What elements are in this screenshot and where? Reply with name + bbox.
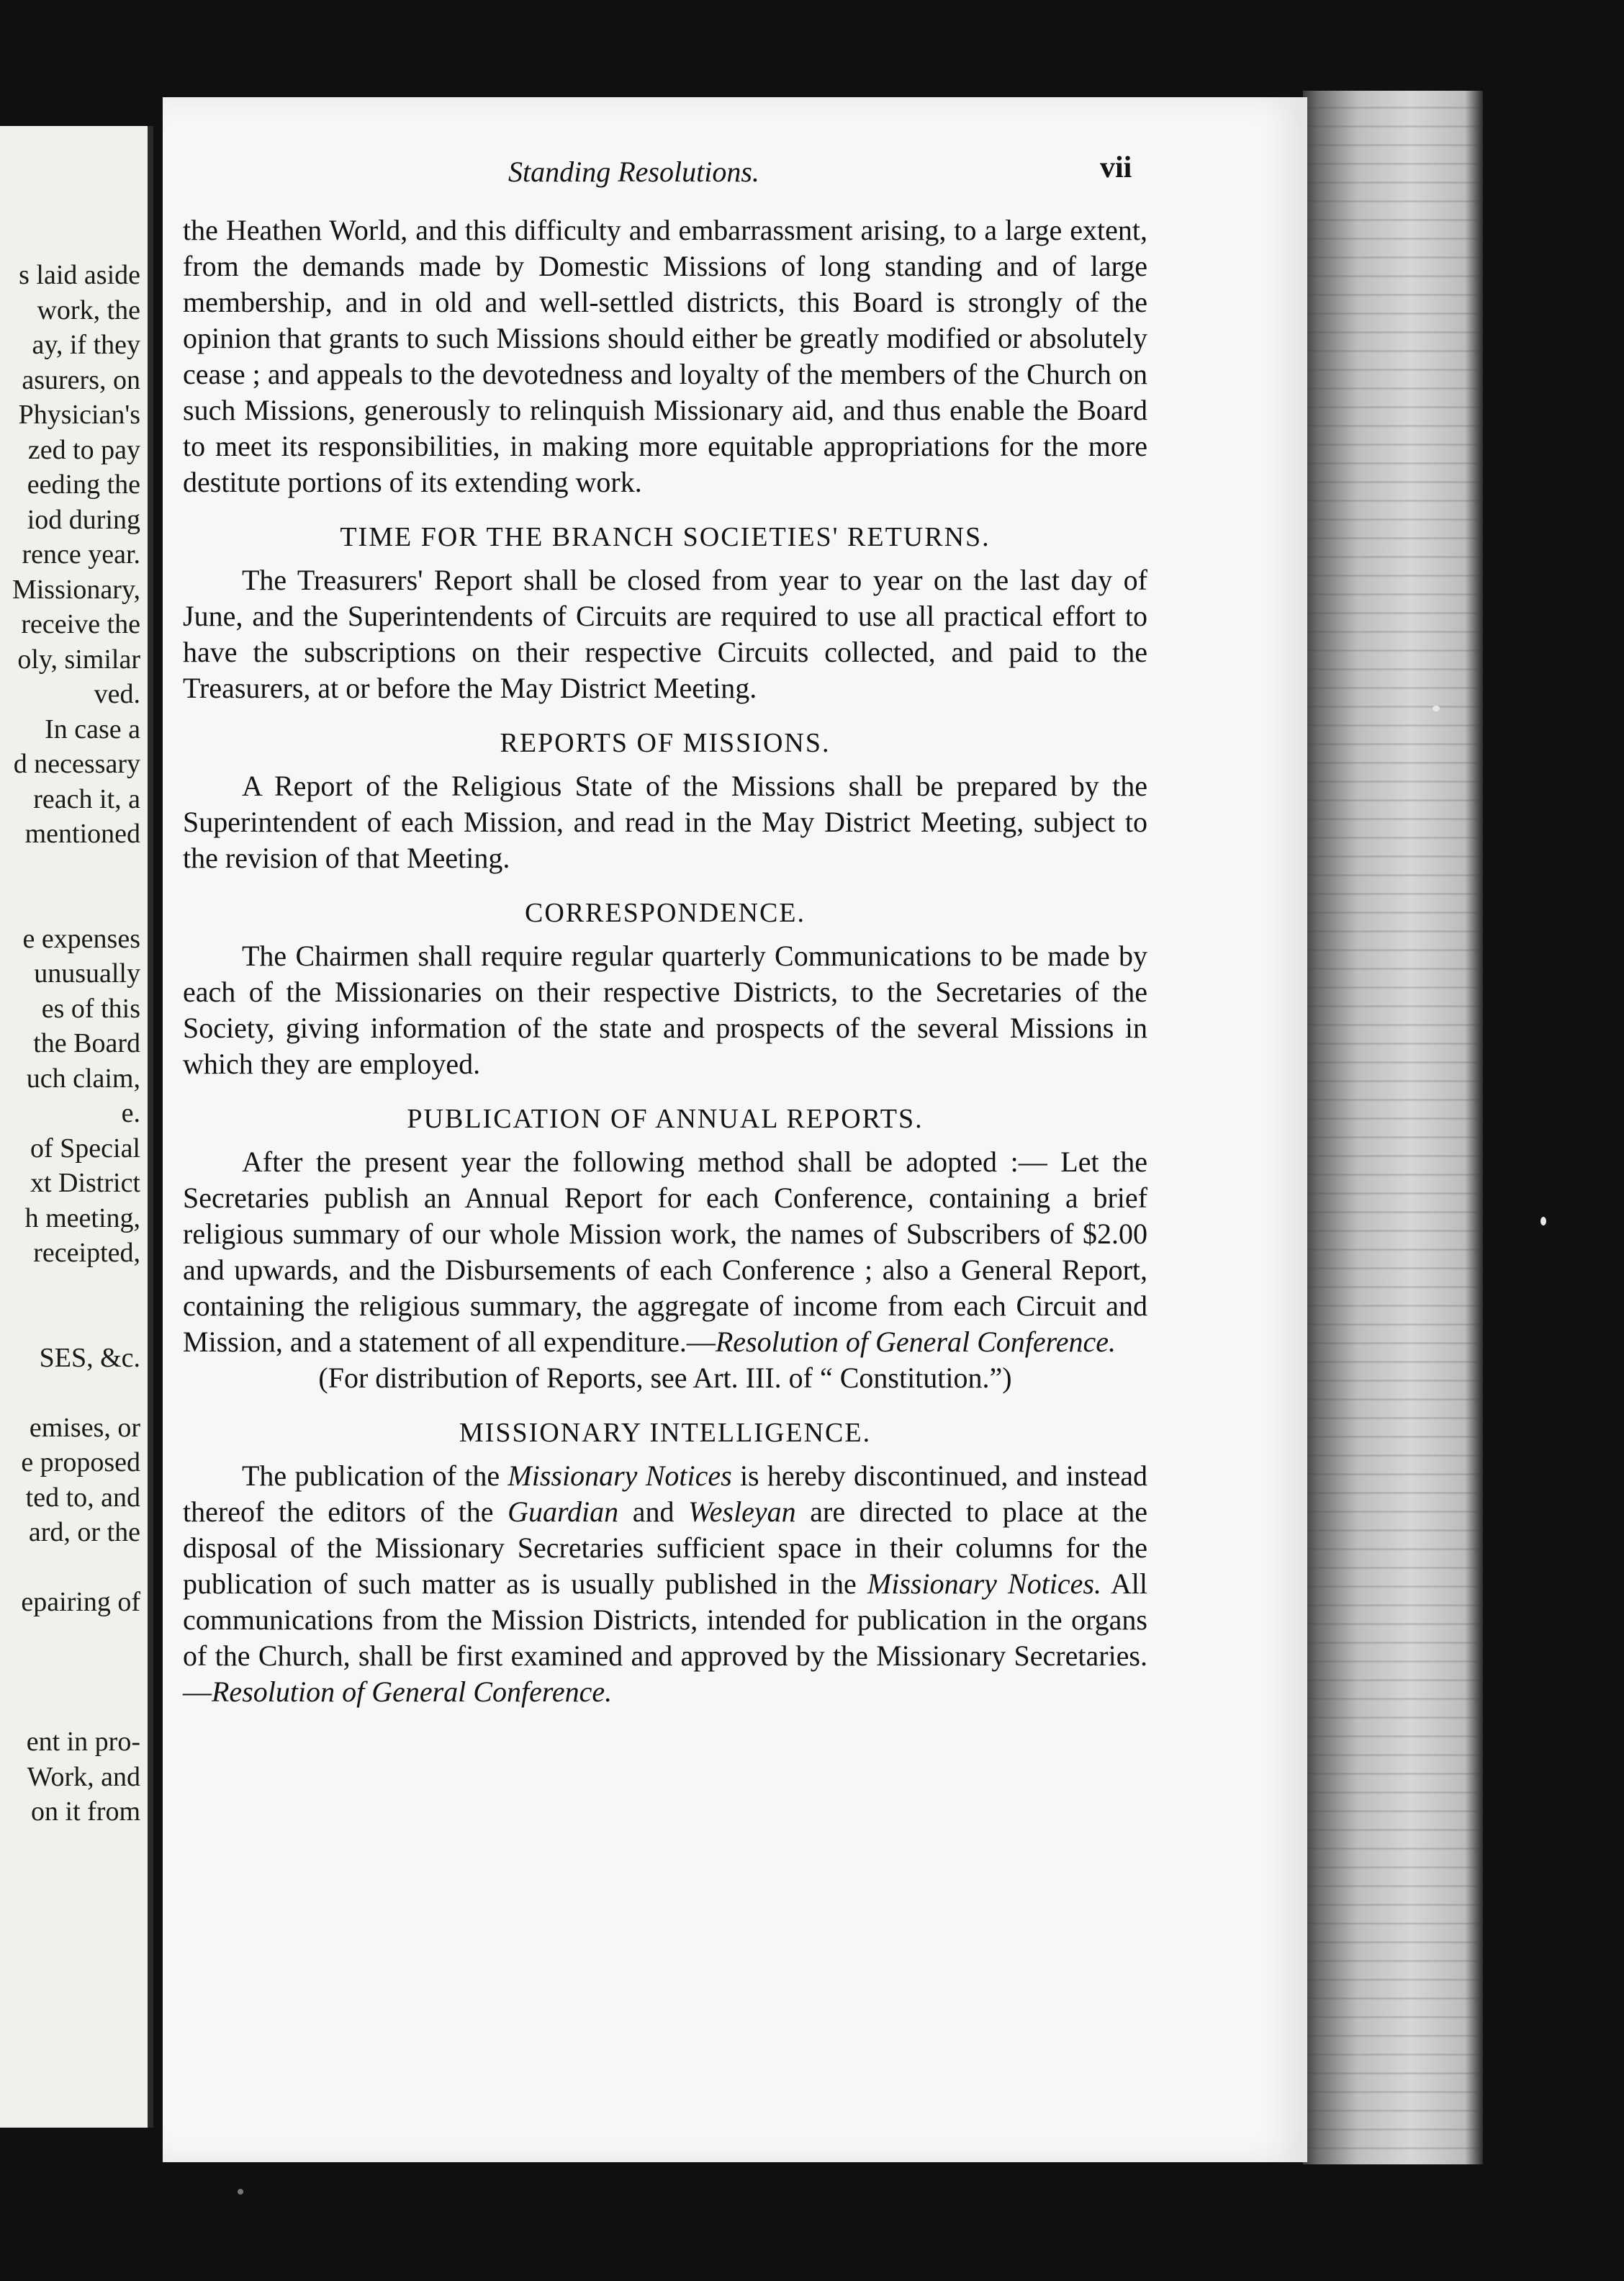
annual-reports-text: After the present year the following method shall be adopted :— Let the Secretaries publish an Annual Report for each Conference, containing a brief religious summary of our whole Mission work, the names of Subscribers of $2.00 and upwards, and the Disbursements of each Conference ; also a General Report, containing the religious summary, the aggregate of income from each Circuit and Mission, and a statement of all expenditure.— — [183, 1146, 1147, 1358]
left-page-fragment: rence year. — [22, 539, 140, 570]
left-page-fragment: epairing of — [21, 1587, 140, 1617]
mi-ital-2: Guardian — [508, 1495, 619, 1528]
scan-speck — [1433, 706, 1440, 711]
book-fore-edge-texture — [1303, 91, 1483, 2164]
page-number: vii — [1100, 151, 1132, 184]
left-page-fragment: ted to, and — [25, 1482, 140, 1513]
annual-reports-citation: Resolution of General Conference. — [715, 1326, 1116, 1358]
left-page-fragment: work, the — [37, 294, 140, 325]
left-page-fragment: e. — [121, 1098, 140, 1128]
mi-text-5: All communications from the Mission Districts, intended for publication in the organs of the Church, shall be first examined and approved by the Missionary Secretaries.— — [183, 1567, 1148, 1708]
main-page — [163, 97, 1307, 2162]
left-page-fragment: asurers, on — [22, 364, 140, 395]
left-page-fragment: Physician's — [18, 400, 140, 430]
left-page-fragment: s laid aside — [19, 260, 140, 290]
mi-citation: Resolution of General Conference. — [212, 1675, 613, 1708]
running-head-title: Standing Resolutions. — [508, 156, 759, 188]
annual-reports-note: (For distribution of Reports, see Art. III. of “ Constitution.”) — [318, 1362, 1012, 1394]
body-text — [183, 212, 1147, 1710]
left-page-fragment: uch claim, — [26, 1063, 140, 1094]
left-page-fragment: Missionary, — [12, 574, 140, 605]
mi-ital-4: Missionary Notices. — [867, 1567, 1101, 1600]
section-text-reports-of-missions: A Report of the Religious State of the Missions shall be prepared by the Superintendent of each Mission, and read in the May District Meeting, subject to the revision of that Meeting. — [183, 770, 1147, 874]
left-page-fragment: mentioned — [24, 819, 140, 849]
mi-text-1: The publication of the — [242, 1459, 508, 1492]
section-text-annual-reports — [183, 1144, 1147, 1360]
section-text-missionary-intelligence — [183, 1458, 1147, 1710]
left-page-fragment: d necessary — [13, 749, 140, 779]
section-heading-missionary-intelligence: MISSIONARY INTELLIGENCE. — [459, 1418, 872, 1448]
left-page-fragment: on it from — [31, 1796, 140, 1827]
left-page-fragment: In case a — [45, 714, 140, 744]
mi-text-4: are directed to place at the disposal of the Missionary Secretaries sufficient space in their columns for the publication of such matter as is usually published in the — [183, 1495, 1148, 1600]
left-page-fragment: es of this — [41, 993, 140, 1024]
left-page-fragment: zed to pay — [27, 434, 140, 465]
section-heading-annual-reports: PUBLICATION OF ANNUAL REPORTS. — [407, 1104, 924, 1134]
mi-ital-1: Missionary Notices — [508, 1459, 732, 1492]
left-page-fragment: oly, similar — [17, 644, 140, 675]
opening-paragraph: the Heathen World, and this difficulty and embarrassment arising, to a large extent, from the demands made by Domestic Missions of long standing and of large membership, and in old and well-settled districts, this Board is strongly of the opinion that grants to such Missions should either be greatly modified or absolutely cease ; and appeals to the devotedness and loyalty of the members of the Church on such Missions, generously to relinquish Missionary aid, and thus enable the Board to meet its responsibilities, in making more equitable appropriations for the more destitute portions of its extending work. — [183, 214, 1147, 498]
scan-speck — [238, 2189, 243, 2195]
left-facing-page — [0, 126, 153, 2128]
left-page-fragment: Work, and — [27, 1761, 140, 1792]
left-page-fragment: unusually — [34, 958, 140, 989]
left-page-fragment: ard, or the — [28, 1517, 140, 1547]
left-page-fragment: ved. — [94, 679, 140, 709]
scan-speck — [1540, 1217, 1546, 1225]
left-page-fragment: ay, if they — [32, 330, 140, 360]
section-heading-reports-of-missions: REPORTS OF MISSIONS. — [500, 728, 831, 758]
left-page-fragment: the Board — [33, 1028, 140, 1058]
left-page-fragment: h meeting, — [24, 1202, 140, 1233]
left-page-fragment: xt District — [30, 1168, 140, 1198]
left-page-fragment: reach it, a — [33, 783, 140, 814]
left-page-fragment: e proposed — [21, 1447, 140, 1477]
left-page-fragment: receive the — [21, 609, 140, 639]
section-text-branch-returns: The Treasurers' Report shall be closed from year to year on the last day of June, and the Superintendents of Circuits are required to use all practical effort to have the subscriptions on their respective Circuits collected, and paid to the Treasurers, at or before the May District Meeting. — [183, 564, 1147, 704]
left-page-fragment: ent in pro- — [26, 1727, 140, 1757]
section-text-correspondence: The Chairmen shall require regular quarterly Communications to be made by each of the Missionaries on their respective Districts, to the Secretaries of the Society, giving information of the state and prospects of the several Missions in which they are employed. — [183, 940, 1147, 1080]
section-heading-correspondence: CORRESPONDENCE. — [525, 898, 806, 928]
left-page-fragment: of Special — [30, 1133, 140, 1164]
section-heading-branch-returns: TIME FOR THE BRANCH SOCIETIES' RETURNS. — [340, 522, 991, 552]
left-page-fragment: e expenses — [22, 923, 140, 954]
left-page-fragment: iod during — [27, 504, 140, 535]
left-page-fragment: SES, &c. — [39, 1342, 140, 1373]
left-page-fragment: receipted, — [33, 1238, 140, 1268]
left-page-fragment: eeding the — [27, 469, 140, 500]
left-page-fragment: emises, or — [29, 1412, 140, 1443]
mi-ital-3: Wesleyan — [688, 1495, 796, 1528]
mi-text-3: and — [618, 1495, 689, 1528]
mi-text-2: is hereby discontinued, and instead thereof the editors of the — [183, 1459, 1147, 1528]
